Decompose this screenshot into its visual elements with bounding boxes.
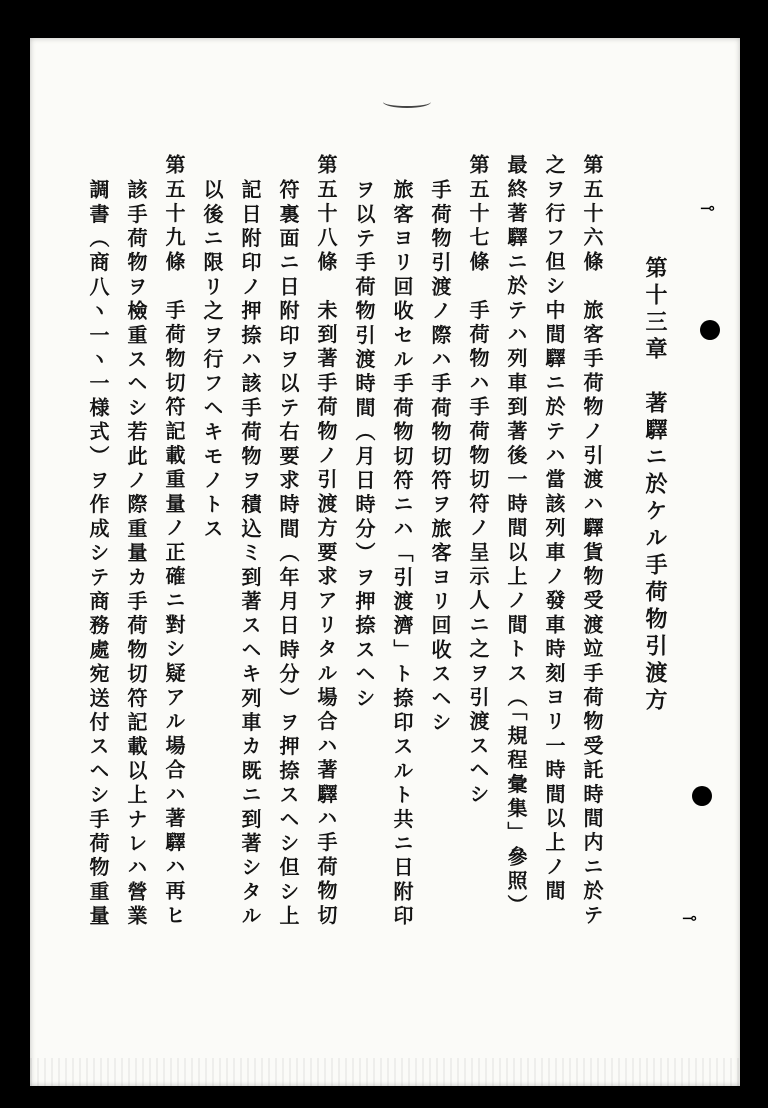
text-column-7: ヲ以テ手荷物引渡時間（月日時分）ヲ押捺スヘシ: [352, 179, 376, 712]
text-column-2: 之ヲ行フ但シ中間驛ニ於テハ當該列車ノ發車時刻ヨリ一時間以上ノ間: [542, 154, 566, 905]
text-column-10: 記日附印ノ押捺ハ該手荷物ヲ積込ミ到著スヘキ列車カ既ニ到著シタル: [238, 179, 262, 930]
margin-mark-icon: ⊸: [700, 198, 716, 219]
punch-hole-icon: [700, 320, 720, 340]
text-column-5: 手荷物引渡ノ際ハ手荷物切符ヲ旅客ヨリ回收スヘシ: [428, 179, 452, 736]
document-page: [30, 38, 740, 1086]
text-column-12: 第五十九條 手荷物切符記載重量ノ正確ニ對シ疑アル場合ハ著驛ハ再ヒ: [162, 154, 186, 929]
text-column-4: 第五十七條 手荷物ハ手荷物切符ノ呈示人ニ之ヲ引渡スヘシ: [466, 154, 490, 808]
text-column-11: 以後ニ限リ之ヲ行フヘキモノトス: [200, 179, 224, 542]
text-column-6: 旅客ヨリ回收セル手荷物切符ニハ「引渡濟」ト捺印スルト共ニ日附印: [390, 179, 414, 930]
chapter-heading: 第十三章 著驛ニ於ケル手荷物引渡方: [642, 256, 668, 715]
punch-hole-icon: [692, 786, 712, 806]
text-column-9: 符裏面ニ日附印ヲ以テ右要求時間（年月日時分）ヲ押捺スヘシ但シ上: [276, 179, 300, 930]
text-column-13: 該手荷物ヲ檢重スヘシ若此ノ際重量カ手荷物切符記載以上ナレハ營業: [124, 179, 148, 930]
text-column-8: 第五十八條 未到著手荷物ノ引渡方要求アリタル場合ハ著驛ハ手荷物切: [314, 154, 338, 929]
ink-smudge: [383, 96, 431, 108]
scan-noise: [30, 1058, 740, 1086]
text-column-1: 第五十六條 旅客手荷物ノ引渡ハ驛貨物受渡竝手荷物受託時間内ニ於テ: [580, 154, 604, 929]
margin-mark-icon: ⊸: [682, 908, 698, 929]
text-column-14: 調書（商八ヽ一ヽ一様式）ヲ作成シテ商務處宛送付スヘシ手荷物重量: [86, 179, 110, 930]
text-column-3: 最終著驛ニ於テハ列車到著後一時間以上ノ間トス（「規程彙集」參照）: [504, 154, 528, 919]
